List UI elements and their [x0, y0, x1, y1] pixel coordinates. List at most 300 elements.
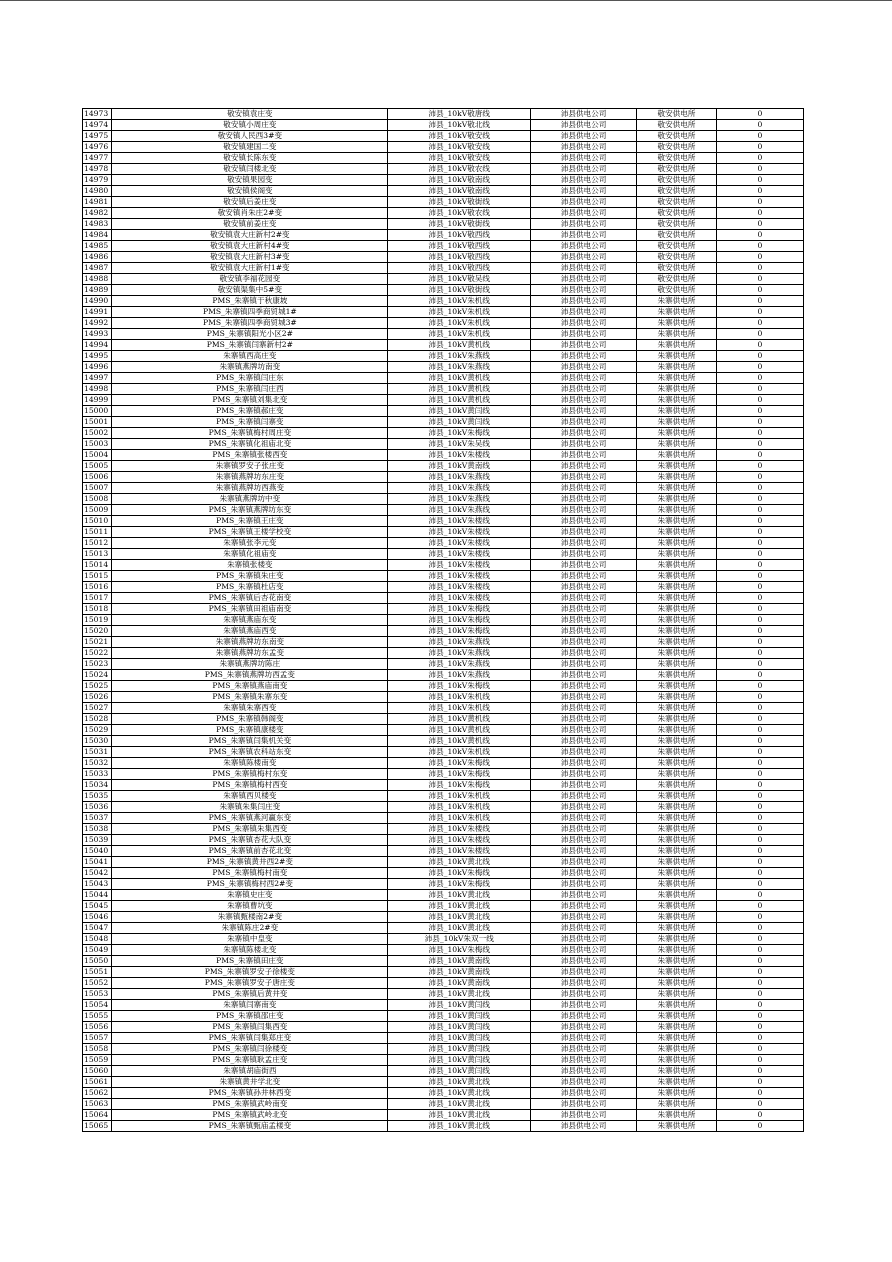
table-row [83, 846, 804, 857]
company-name: 沛县供电公司 [531, 626, 637, 637]
line-name: 沛县_10kV朱吴线 [388, 439, 531, 450]
value: 0 [716, 1022, 803, 1033]
table-row [83, 593, 804, 604]
value: 0 [716, 285, 803, 296]
station-name: 朱寨供电所 [637, 659, 717, 670]
row-number: 14991 [83, 307, 112, 318]
row-number: 15057 [83, 1033, 112, 1044]
row-number: 14994 [83, 340, 112, 351]
table-row [83, 208, 804, 219]
row-number: 15019 [83, 615, 112, 626]
company-name: 沛县供电公司 [531, 1077, 637, 1088]
line-name: 沛县_10kV敬街线 [388, 285, 531, 296]
transformer-name: PMS_朱寨镇罗安子徐楼变 [112, 967, 388, 978]
station-name: 朱寨供电所 [637, 648, 717, 659]
company-name: 沛县供电公司 [531, 318, 637, 329]
station-name: 朱寨供电所 [637, 593, 717, 604]
table-row [83, 1022, 804, 1033]
transformer-name: PMS_朱寨镇四季商贸城1# [112, 307, 388, 318]
transformer-name: 朱寨镇陈庄2#变 [112, 923, 388, 934]
value: 0 [716, 439, 803, 450]
table-row [83, 692, 804, 703]
transformer-name: PMS_朱寨镇梅村西变 [112, 780, 388, 791]
line-name: 沛县_10kV朱楼线 [388, 846, 531, 857]
line-name: 沛县_10kV黄北线 [388, 1077, 531, 1088]
station-name: 敬安供电所 [637, 109, 717, 120]
row-number: 15038 [83, 824, 112, 835]
row-number: 15064 [83, 1110, 112, 1121]
value: 0 [716, 329, 803, 340]
row-number: 15017 [83, 593, 112, 604]
value: 0 [716, 1110, 803, 1121]
line-name: 沛县_10kV朱梅线 [388, 769, 531, 780]
company-name: 沛县供电公司 [531, 890, 637, 901]
line-name: 沛县_10kV敬西线 [388, 241, 531, 252]
company-name: 沛县供电公司 [531, 681, 637, 692]
line-name: 沛县_10kV敬街线 [388, 197, 531, 208]
table-row [83, 1055, 804, 1066]
company-name: 沛县供电公司 [531, 384, 637, 395]
line-name: 沛县_10kV黄南线 [388, 956, 531, 967]
table-row [83, 769, 804, 780]
table-row [83, 285, 804, 296]
document-page [82, 108, 804, 1132]
transformer-name: 敬安镇渠集中5#变 [112, 285, 388, 296]
transformer-name: PMS_朱寨镇康楼变 [112, 725, 388, 736]
transformer-name: 朱寨镇燕牌坊东孟变 [112, 648, 388, 659]
table-row [83, 527, 804, 538]
transformer-name: PMS_朱寨镇田庄变 [112, 956, 388, 967]
value: 0 [716, 494, 803, 505]
transformer-name: PMS_朱寨镇杜店变 [112, 582, 388, 593]
station-name: 朱寨供电所 [637, 439, 717, 450]
row-number: 15059 [83, 1055, 112, 1066]
station-name: 朱寨供电所 [637, 373, 717, 384]
company-name: 沛县供电公司 [531, 186, 637, 197]
station-name: 朱寨供电所 [637, 560, 717, 571]
value: 0 [716, 791, 803, 802]
value: 0 [716, 868, 803, 879]
line-name: 沛县_10kV黄北线 [388, 912, 531, 923]
line-name: 沛县_10kV朱燕线 [388, 362, 531, 373]
table-row [83, 1099, 804, 1110]
row-number: 15003 [83, 439, 112, 450]
value: 0 [716, 582, 803, 593]
table-row [83, 989, 804, 1000]
row-number: 14976 [83, 142, 112, 153]
company-name: 沛县供电公司 [531, 263, 637, 274]
table-row [83, 681, 804, 692]
table-row [83, 142, 804, 153]
company-name: 沛县供电公司 [531, 450, 637, 461]
row-number: 14992 [83, 318, 112, 329]
row-number: 15001 [83, 417, 112, 428]
line-name: 沛县_10kV黄闫线 [388, 1000, 531, 1011]
station-name: 敬安供电所 [637, 219, 717, 230]
row-number: 14995 [83, 351, 112, 362]
value: 0 [716, 131, 803, 142]
value: 0 [716, 1000, 803, 1011]
company-name: 沛县供电公司 [531, 252, 637, 263]
row-number: 15034 [83, 780, 112, 791]
company-name: 沛县供电公司 [531, 362, 637, 373]
station-name: 敬安供电所 [637, 175, 717, 186]
table-row [83, 274, 804, 285]
value: 0 [716, 681, 803, 692]
transformer-name: PMS_朱寨镇闫庄西 [112, 384, 388, 395]
row-number: 15025 [83, 681, 112, 692]
line-name: 沛县_10kV朱梅线 [388, 945, 531, 956]
value: 0 [716, 637, 803, 648]
station-name: 敬安供电所 [637, 208, 717, 219]
station-name: 朱寨供电所 [637, 428, 717, 439]
line-name: 沛县_10kV敬吴线 [388, 274, 531, 285]
table-row [83, 538, 804, 549]
line-name: 沛县_10kV朱燕线 [388, 637, 531, 648]
row-number: 15011 [83, 527, 112, 538]
value: 0 [716, 912, 803, 923]
table-row [83, 428, 804, 439]
station-name: 敬安供电所 [637, 263, 717, 274]
line-name: 沛县_10kV黄闫线 [388, 1044, 531, 1055]
line-name: 沛县_10kV敬农线 [388, 208, 531, 219]
line-name: 沛县_10kV黄北线 [388, 1121, 531, 1132]
table-row [83, 670, 804, 681]
line-name: 沛县_10kV黄机线 [388, 714, 531, 725]
station-name: 朱寨供电所 [637, 582, 717, 593]
table-row [83, 131, 804, 142]
table-row [83, 868, 804, 879]
row-number: 15063 [83, 1099, 112, 1110]
table-row [83, 780, 804, 791]
table-row [83, 549, 804, 560]
transformer-name: PMS_朱寨镇王楼学校变 [112, 527, 388, 538]
transformer-name: PMS_朱寨镇郝庄变 [112, 406, 388, 417]
value: 0 [716, 1099, 803, 1110]
table-row [83, 362, 804, 373]
table-row [83, 417, 804, 428]
value: 0 [716, 461, 803, 472]
line-name: 沛县_10kV黄南线 [388, 978, 531, 989]
value: 0 [716, 527, 803, 538]
row-number: 15040 [83, 846, 112, 857]
row-number: 15046 [83, 912, 112, 923]
transformer-name: 朱寨镇曹坑变 [112, 901, 388, 912]
transformer-name: PMS_朱寨镇武岭北变 [112, 1110, 388, 1121]
row-number: 14981 [83, 197, 112, 208]
line-name: 沛县_10kV朱机线 [388, 703, 531, 714]
table-row [83, 648, 804, 659]
transformer-name: PMS_朱寨镇化祖庙北变 [112, 439, 388, 450]
table-row [83, 747, 804, 758]
table-row [83, 186, 804, 197]
company-name: 沛县供电公司 [531, 692, 637, 703]
station-name: 朱寨供电所 [637, 923, 717, 934]
value: 0 [716, 230, 803, 241]
station-name: 朱寨供电所 [637, 901, 717, 912]
value: 0 [716, 120, 803, 131]
row-number: 15050 [83, 956, 112, 967]
line-name: 沛县_10kV朱楼线 [388, 824, 531, 835]
station-name: 朱寨供电所 [637, 934, 717, 945]
company-name: 沛县供电公司 [531, 868, 637, 879]
station-name: 朱寨供电所 [637, 813, 717, 824]
transformer-name: PMS_朱寨镇梅村东变 [112, 769, 388, 780]
row-number: 15061 [83, 1077, 112, 1088]
value: 0 [716, 318, 803, 329]
line-name: 沛县_10kV敬安线 [388, 131, 531, 142]
transformer-name: PMS_朱寨镇刘集北变 [112, 395, 388, 406]
company-name: 沛县供电公司 [531, 1088, 637, 1099]
station-name: 朱寨供电所 [637, 351, 717, 362]
transformer-name: 朱寨镇胡庙街西 [112, 1066, 388, 1077]
row-number: 14984 [83, 230, 112, 241]
page-top-border [0, 0, 892, 1]
row-number: 14997 [83, 373, 112, 384]
row-number: 15004 [83, 450, 112, 461]
row-number: 15014 [83, 560, 112, 571]
table-row [83, 626, 804, 637]
value: 0 [716, 384, 803, 395]
table-row [83, 472, 804, 483]
line-name: 沛县_10kV黄机线 [388, 395, 531, 406]
transformer-name: 敬安镇长陈东变 [112, 153, 388, 164]
table-row [83, 857, 804, 868]
station-name: 敬安供电所 [637, 120, 717, 131]
row-number: 14993 [83, 329, 112, 340]
line-name: 沛县_10kV敬安线 [388, 153, 531, 164]
transformer-name: PMS_朱寨镇农科站东变 [112, 747, 388, 758]
table-row [83, 934, 804, 945]
transformer-name: 朱寨镇陈楼北变 [112, 945, 388, 956]
transformer-name: 朱寨镇史庄变 [112, 890, 388, 901]
transformer-name: PMS_朱寨镇孙井林西变 [112, 1088, 388, 1099]
station-name: 朱寨供电所 [637, 824, 717, 835]
line-name: 沛县_10kV敬南线 [388, 175, 531, 186]
line-name: 沛县_10kV朱梅线 [388, 879, 531, 890]
station-name: 敬安供电所 [637, 186, 717, 197]
value: 0 [716, 857, 803, 868]
value: 0 [716, 1077, 803, 1088]
table-row [83, 230, 804, 241]
transformer-name: PMS_朱寨镇耿孟庄变 [112, 1055, 388, 1066]
line-name: 沛县_10kV朱楼线 [388, 549, 531, 560]
line-name: 沛县_10kV朱梅线 [388, 615, 531, 626]
line-name: 沛县_10kV敬北线 [388, 120, 531, 131]
line-name: 沛县_10kV朱燕线 [388, 670, 531, 681]
row-number: 15041 [83, 857, 112, 868]
value: 0 [716, 802, 803, 813]
transformer-name: PMS_朱寨镇闫集郑庄变 [112, 1033, 388, 1044]
company-name: 沛县供电公司 [531, 340, 637, 351]
transformer-name: PMS_朱寨镇燕牌坊西孟变 [112, 670, 388, 681]
row-number: 14978 [83, 164, 112, 175]
value: 0 [716, 153, 803, 164]
line-name: 沛县_10kV朱楼线 [388, 560, 531, 571]
row-number: 14974 [83, 120, 112, 131]
company-name: 沛县供电公司 [531, 1121, 637, 1132]
line-name: 沛县_10kV朱燕线 [388, 648, 531, 659]
company-name: 沛县供电公司 [531, 406, 637, 417]
table-row [83, 1110, 804, 1121]
transformer-name: 朱寨镇朱集闫庄变 [112, 802, 388, 813]
row-number: 15015 [83, 571, 112, 582]
station-name: 朱寨供电所 [637, 406, 717, 417]
company-name: 沛县供电公司 [531, 296, 637, 307]
row-number: 15044 [83, 890, 112, 901]
line-name: 沛县_10kV朱燕线 [388, 351, 531, 362]
transformer-name: PMS_朱寨镇甄庙孟楼变 [112, 1121, 388, 1132]
transformer-name: 敬安镇肖朱庄2#变 [112, 208, 388, 219]
value: 0 [716, 472, 803, 483]
table-body [83, 109, 804, 1132]
table-row [83, 241, 804, 252]
line-name: 沛县_10kV朱燕线 [388, 483, 531, 494]
transformer-name: PMS_朱寨镇阳光小区2# [112, 329, 388, 340]
company-name: 沛县供电公司 [531, 1066, 637, 1077]
line-name: 沛县_10kV黄南线 [388, 461, 531, 472]
line-name: 沛县_10kV朱机线 [388, 813, 531, 824]
table-row [83, 219, 804, 230]
value: 0 [716, 978, 803, 989]
value: 0 [716, 252, 803, 263]
company-name: 沛县供电公司 [531, 472, 637, 483]
table-row [83, 505, 804, 516]
transformer-name: PMS_朱寨镇梅村周庄变 [112, 428, 388, 439]
company-name: 沛县供电公司 [531, 1110, 637, 1121]
table-row [83, 1044, 804, 1055]
table-row [83, 406, 804, 417]
company-name: 沛县供电公司 [531, 428, 637, 439]
line-name: 沛县_10kV黄闫线 [388, 1011, 531, 1022]
transformer-name: 敬安镇李福花园变 [112, 274, 388, 285]
company-name: 沛县供电公司 [531, 769, 637, 780]
station-name: 朱寨供电所 [637, 307, 717, 318]
row-number: 14975 [83, 131, 112, 142]
table-row [83, 604, 804, 615]
company-name: 沛县供电公司 [531, 923, 637, 934]
company-name: 沛县供电公司 [531, 857, 637, 868]
company-name: 沛县供电公司 [531, 736, 637, 747]
company-name: 沛县供电公司 [531, 395, 637, 406]
value: 0 [716, 296, 803, 307]
line-name: 沛县_10kV朱楼线 [388, 593, 531, 604]
company-name: 沛县供电公司 [531, 824, 637, 835]
table-row [83, 945, 804, 956]
company-name: 沛县供电公司 [531, 582, 637, 593]
table-row [83, 1121, 804, 1132]
station-name: 朱寨供电所 [637, 791, 717, 802]
transformer-name: 朱寨镇陈楼南变 [112, 758, 388, 769]
station-name: 朱寨供电所 [637, 340, 717, 351]
value: 0 [716, 505, 803, 516]
transformer-name: PMS_朱寨镇燕庙南变 [112, 681, 388, 692]
table-row [83, 450, 804, 461]
transformer-name: 朱寨镇闫寨南变 [112, 1000, 388, 1011]
value: 0 [716, 571, 803, 582]
transformer-name: PMS_朱寨镇田祖庙南变 [112, 604, 388, 615]
row-number: 15008 [83, 494, 112, 505]
station-name: 朱寨供电所 [637, 450, 717, 461]
line-name: 沛县_10kV朱燕线 [388, 494, 531, 505]
company-name: 沛县供电公司 [531, 659, 637, 670]
company-name: 沛县供电公司 [531, 912, 637, 923]
row-number: 15007 [83, 483, 112, 494]
station-name: 朱寨供电所 [637, 1011, 717, 1022]
value: 0 [716, 362, 803, 373]
company-name: 沛县供电公司 [531, 285, 637, 296]
line-name: 沛县_10kV敬西线 [388, 230, 531, 241]
row-number: 14983 [83, 219, 112, 230]
line-name: 沛县_10kV朱双一线 [388, 934, 531, 945]
transformer-name: 朱寨镇燕牌坊西燕变 [112, 483, 388, 494]
transformer-name: PMS_朱寨镇闫徐楼变 [112, 1044, 388, 1055]
station-name: 朱寨供电所 [637, 989, 717, 1000]
table-row [83, 1000, 804, 1011]
table-row [83, 340, 804, 351]
line-name: 沛县_10kV朱楼线 [388, 835, 531, 846]
value: 0 [716, 142, 803, 153]
value: 0 [716, 670, 803, 681]
row-number: 15002 [83, 428, 112, 439]
value: 0 [716, 967, 803, 978]
line-name: 沛县_10kV黄北线 [388, 1088, 531, 1099]
row-number: 15049 [83, 945, 112, 956]
value: 0 [716, 395, 803, 406]
value: 0 [716, 406, 803, 417]
station-name: 朱寨供电所 [637, 758, 717, 769]
company-name: 沛县供电公司 [531, 593, 637, 604]
transformer-name: 朱寨镇甄楼南2#变 [112, 912, 388, 923]
line-name: 沛县_10kV黄闫线 [388, 1066, 531, 1077]
transformer-name: PMS_朱寨镇朱集西变 [112, 824, 388, 835]
line-name: 沛县_10kV朱机线 [388, 692, 531, 703]
station-name: 朱寨供电所 [637, 516, 717, 527]
station-name: 敬安供电所 [637, 230, 717, 241]
company-name: 沛县供电公司 [531, 989, 637, 1000]
station-name: 敬安供电所 [637, 164, 717, 175]
station-name: 朱寨供电所 [637, 461, 717, 472]
row-number: 15048 [83, 934, 112, 945]
company-name: 沛县供电公司 [531, 329, 637, 340]
value: 0 [716, 219, 803, 230]
value: 0 [716, 208, 803, 219]
transformer-name: 敬安镇前姜庄变 [112, 219, 388, 230]
station-name: 朱寨供电所 [637, 318, 717, 329]
station-name: 朱寨供电所 [637, 868, 717, 879]
transformer-name: PMS_朱寨镇黄井西2#变 [112, 857, 388, 868]
station-name: 朱寨供电所 [637, 1000, 717, 1011]
value: 0 [716, 450, 803, 461]
row-number: 15023 [83, 659, 112, 670]
station-name: 朱寨供电所 [637, 1099, 717, 1110]
row-number: 14998 [83, 384, 112, 395]
transformer-name: PMS_朱寨镇闫寨新村2# [112, 340, 388, 351]
row-number: 15031 [83, 747, 112, 758]
row-number: 15027 [83, 703, 112, 714]
table-row [83, 197, 804, 208]
company-name: 沛县供电公司 [531, 307, 637, 318]
line-name: 沛县_10kV朱机线 [388, 307, 531, 318]
company-name: 沛县供电公司 [531, 670, 637, 681]
line-name: 沛县_10kV朱梅线 [388, 758, 531, 769]
transformer-name: 敬安镇袁大庄新村1#变 [112, 263, 388, 274]
station-name: 朱寨供电所 [637, 978, 717, 989]
table-row [83, 1011, 804, 1022]
value: 0 [716, 890, 803, 901]
row-number: 15013 [83, 549, 112, 560]
line-name: 沛县_10kV朱梅线 [388, 780, 531, 791]
